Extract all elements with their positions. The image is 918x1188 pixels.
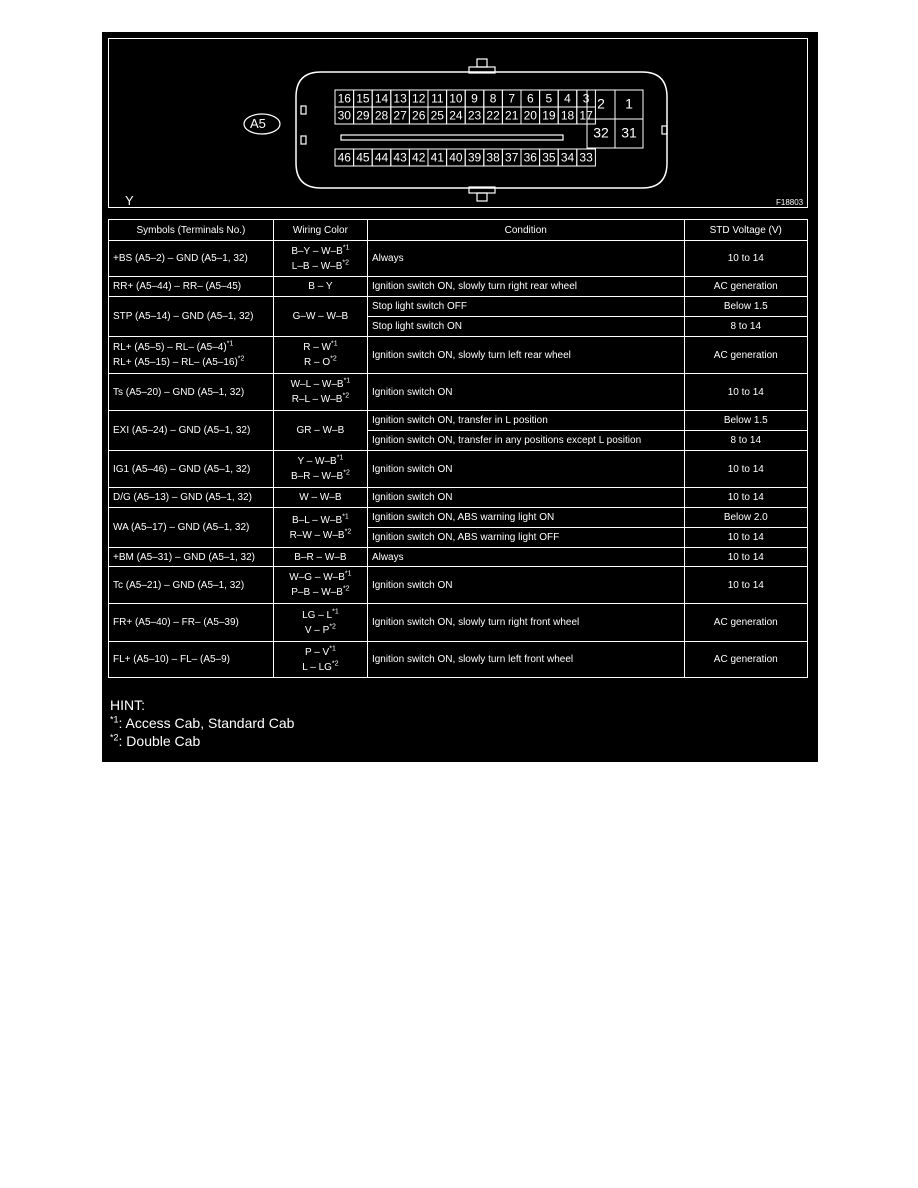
cell-line-text: B–R – W–B (290, 471, 344, 482)
table-row (109, 241, 808, 277)
pin-label: 9 (471, 91, 478, 106)
table-row (109, 604, 808, 642)
cell-line-text: L–B – W–B (291, 260, 343, 272)
footnote-mark: *1 (329, 645, 336, 653)
pin-label: 30 (337, 108, 351, 123)
voltage-cell: 10 to 14 (684, 548, 807, 567)
cell-line-text: +BM (A5–31) – GND (A5–1, 32) (113, 551, 256, 563)
cell-line (278, 660, 363, 675)
cell-line-text: STP (A5–14) – GND (A5–1, 32) (113, 311, 254, 322)
condition-cell: Ignition switch ON (367, 451, 684, 488)
cell-line (278, 279, 363, 294)
cell-line (278, 355, 363, 370)
cell-line-text: R–L – W–B (291, 394, 343, 405)
connector-bottom-latch (477, 193, 487, 201)
connector-drawing (109, 39, 809, 209)
cell-line-text: FR+ (A5–40) – FR– (A5–39) (113, 617, 239, 628)
pin-label-large: 2 (597, 95, 605, 112)
table-row (109, 297, 808, 317)
pin-label: 14 (374, 91, 389, 106)
cell-line (278, 623, 363, 638)
pin-label: 3 (582, 91, 590, 106)
symbol-cell (109, 508, 274, 548)
symbol-cell (109, 604, 274, 642)
cell-line-text: L – LG (302, 661, 332, 673)
cell-line-text: +BS (A5–2) – GND (A5–1, 32) (113, 253, 248, 264)
wiring-color-cell (273, 374, 367, 411)
cell-line (113, 279, 269, 294)
pin-label: 29 (356, 108, 370, 123)
wiring-color-cell (273, 241, 367, 277)
condition-cell: Always (367, 241, 684, 277)
condition-cell: Ignition switch ON, ABS warning light OFF (367, 528, 684, 548)
cell-line-text: Tc (A5–21) – GND (A5–1, 32) (113, 579, 245, 591)
table-body (109, 241, 808, 678)
footnote-mark: *1 (342, 244, 350, 252)
cell-line (278, 244, 363, 259)
cell-line (113, 490, 269, 505)
condition-cell: Ignition switch ON (367, 567, 684, 604)
footnote-mark: *1 (330, 340, 338, 348)
symbol-cell (109, 451, 274, 488)
cell-line (278, 513, 363, 528)
pin-grid (335, 90, 643, 166)
footnote-mark: *2 (330, 355, 337, 363)
cell-line (278, 490, 363, 505)
cell-line-text: B–R – W–B (294, 551, 347, 563)
symbol-cell (109, 642, 274, 678)
cell-line-text: IG1 (A5–46) – GND (A5–1, 32) (113, 463, 251, 475)
cell-line-text: P–B – W–B (291, 587, 343, 598)
cell-line (278, 645, 363, 660)
pin-label: 43 (393, 150, 407, 165)
pin-label: 44 (374, 150, 389, 165)
hint-note (110, 714, 294, 732)
connector-top-latch (477, 59, 487, 67)
pin-label: 41 (430, 150, 444, 165)
table-row (109, 451, 808, 488)
cell-line (113, 615, 269, 630)
symbol-cell (109, 488, 274, 508)
figure-id: F18803 (776, 198, 804, 207)
condition-cell: Ignition switch ON, transfer in L position (367, 411, 684, 431)
condition-cell: Ignition switch ON, slowly turn right front wheel (367, 604, 684, 642)
condition-cell: Ignition switch ON (367, 374, 684, 411)
pin-label: 19 (542, 108, 556, 123)
cell-line (278, 309, 363, 324)
pin-label: 28 (374, 108, 389, 123)
condition-cell: Stop light switch OFF (367, 297, 684, 317)
connector-left-tab (301, 136, 306, 144)
footnote-mark: *2 (342, 259, 350, 267)
wiring-color-cell (273, 642, 367, 678)
cell-line (278, 454, 363, 469)
cell-line (278, 528, 363, 543)
hint-note-text: : Access Cab, Standard Cab (118, 715, 295, 731)
wiring-color-cell (273, 337, 367, 374)
footnote-mark: *1 (343, 377, 351, 385)
condition-cell: Stop light switch ON (367, 317, 684, 337)
condition-cell: Ignition switch ON, ABS warning light ON (367, 508, 684, 528)
table-row (109, 548, 808, 567)
cell-line (113, 251, 269, 266)
header-condition: Condition (367, 220, 684, 241)
pin-label: 27 (393, 108, 407, 123)
pin-label: 46 (337, 150, 351, 165)
pin-label: 6 (526, 91, 534, 106)
hint-title: HINT: (110, 697, 145, 713)
cell-line-text: W–G – W–B (289, 572, 345, 583)
connector-left-tab (301, 106, 306, 114)
wiring-color-cell (273, 297, 367, 337)
header-std-voltage: STD Voltage (V) (684, 220, 807, 241)
pin-label: 37 (505, 150, 519, 165)
symbol-cell (109, 548, 274, 567)
voltage-cell: 10 to 14 (684, 488, 807, 508)
pin-label: 17 (579, 108, 593, 123)
cell-line-text: RL+ (A5–5) – RL– (A5–4) (113, 342, 227, 353)
hint-note (110, 732, 294, 750)
terminal-table (108, 219, 808, 678)
pin-label: 45 (356, 150, 370, 165)
voltage-cell: AC generation (684, 604, 807, 642)
pin-label: 34 (560, 150, 575, 165)
wiring-color-cell (273, 277, 367, 297)
pin-label: 8 (489, 91, 497, 106)
cell-line (278, 469, 363, 484)
footnote-mark: *1 (226, 340, 234, 348)
voltage-cell: Below 1.5 (684, 411, 807, 431)
pin-label: 5 (545, 91, 553, 106)
connector-label: A5 (250, 116, 266, 131)
wiring-color-cell (273, 451, 367, 488)
pin-label: 20 (523, 108, 537, 123)
pin-label: 25 (430, 108, 444, 123)
pin-label: 35 (542, 150, 556, 165)
cell-line (278, 423, 363, 438)
pin-label: 10 (449, 91, 463, 106)
cell-line-text: GR – W–B (296, 425, 345, 436)
footnote-mark: *1 (344, 570, 352, 578)
cell-line (278, 585, 363, 600)
cell-line-text: Y – W–B (297, 456, 337, 467)
cell-line-text: W – W–B (299, 492, 342, 503)
voltage-cell: AC generation (684, 642, 807, 678)
symbol-cell (109, 337, 274, 374)
pin-label: 23 (467, 108, 482, 123)
cell-line (113, 462, 269, 477)
header-wiring-color: Wiring Color (273, 220, 367, 241)
cell-line-text: V – P (304, 624, 330, 636)
cell-line (113, 423, 269, 438)
wiring-color-cell (273, 488, 367, 508)
table-row (109, 374, 808, 411)
footnote-mark: *2 (329, 623, 336, 631)
pin-label: 24 (449, 108, 463, 123)
wiring-color-cell (273, 567, 367, 604)
footnote-mark: *2 (344, 528, 352, 536)
footnote-mark: *2 (331, 660, 339, 668)
wiring-figure (102, 32, 818, 762)
voltage-cell: 10 to 14 (684, 528, 807, 548)
pin-label-large: 31 (621, 124, 637, 141)
header-symbols: Symbols (Terminals No.) (109, 220, 274, 241)
cell-line (113, 340, 269, 355)
table-row (109, 411, 808, 431)
pin-label: 11 (431, 91, 444, 106)
hint-note-mark: *1 (110, 714, 119, 725)
condition-cell: Ignition switch ON, slowly turn left front wheel (367, 642, 684, 678)
cell-line (278, 377, 363, 392)
pin-label: 36 (523, 150, 537, 165)
symbol-cell (109, 241, 274, 277)
cell-line-text: B – Y (308, 281, 333, 292)
connector-color-code: Y (125, 193, 134, 208)
cell-line (113, 550, 269, 565)
cell-line (278, 608, 363, 623)
symbol-cell (109, 297, 274, 337)
hint-note-text: : Double Cab (118, 733, 201, 749)
voltage-cell: AC generation (684, 277, 807, 297)
pin-label: 42 (412, 150, 426, 165)
wiring-color-cell (273, 604, 367, 642)
condition-cell: Ignition switch ON, slowly turn right rear wheel (367, 277, 684, 297)
hint-block (110, 696, 294, 750)
cell-line (113, 578, 269, 593)
cell-line-text: R – W (303, 342, 331, 353)
cell-line-text: R–W – W–B (289, 529, 345, 541)
cell-line-text: B–Y – W–B (291, 245, 343, 257)
table-row (109, 488, 808, 508)
cell-line (113, 309, 269, 324)
footnote-mark: *1 (336, 454, 344, 462)
pin-label: 4 (564, 91, 571, 106)
condition-cell: Always (367, 548, 684, 567)
cell-line (278, 340, 363, 355)
cell-line-text: FL+ (A5–10) – FL– (A5–9) (113, 654, 231, 665)
voltage-cell: 10 to 14 (684, 241, 807, 277)
table-row (109, 567, 808, 604)
symbol-cell (109, 567, 274, 604)
cell-line-text: RL+ (A5–15) – RL– (A5–16) (113, 357, 238, 368)
table-header-row (109, 220, 808, 241)
voltage-cell: 10 to 14 (684, 567, 807, 604)
cell-line (278, 550, 363, 565)
symbol-cell (109, 277, 274, 297)
cell-line-text: W–L – W–B (290, 379, 344, 390)
pin-label: 40 (449, 150, 463, 165)
table-row (109, 642, 808, 678)
cell-line-text: RR+ (A5–44) – RR– (A5–45) (113, 281, 242, 292)
voltage-cell: 8 to 14 (684, 317, 807, 337)
footnote-mark: *2 (343, 469, 350, 477)
cell-line (278, 392, 363, 407)
pin-label: 12 (412, 91, 426, 106)
pin-label: 33 (579, 150, 593, 165)
footnote-mark: *1 (332, 608, 339, 616)
wiring-color-cell (273, 508, 367, 548)
cell-line-text: LG – L (302, 609, 333, 621)
wiring-color-cell (273, 411, 367, 451)
voltage-cell: 10 to 14 (684, 374, 807, 411)
cell-line (113, 520, 269, 535)
voltage-cell: Below 1.5 (684, 297, 807, 317)
table-row (109, 277, 808, 297)
voltage-cell: 10 to 14 (684, 451, 807, 488)
pin-label: 21 (505, 108, 519, 123)
cell-line-text: G–W – W–B (292, 311, 349, 322)
footnote-mark: *2 (342, 585, 350, 593)
table-row (109, 508, 808, 528)
symbol-cell (109, 374, 274, 411)
connector-diagram (108, 38, 808, 208)
pin-label: 13 (393, 91, 407, 106)
voltage-cell: 8 to 14 (684, 431, 807, 451)
voltage-cell: Below 2.0 (684, 508, 807, 528)
condition-cell: Ignition switch ON, transfer in any positions except L position (367, 431, 684, 451)
pin-label-large: 32 (593, 124, 609, 141)
cell-line (113, 355, 269, 370)
pin-label: 39 (467, 150, 482, 165)
pin-label: 18 (560, 108, 575, 123)
pin-label: 16 (337, 91, 351, 106)
pin-label: 22 (486, 108, 500, 123)
footnote-mark: *1 (342, 513, 349, 521)
cell-line-text: WA (A5–17) – GND (A5–1, 32) (113, 522, 250, 533)
cell-line-text: P – V (304, 646, 330, 658)
cell-line-text: Ts (A5–20) – GND (A5–1, 32) (113, 386, 245, 398)
pin-label: 15 (356, 91, 370, 106)
table-row (109, 337, 808, 374)
condition-cell: Ignition switch ON, slowly turn left rear wheel (367, 337, 684, 374)
cell-line-text: D/G (A5–13) – GND (A5–1, 32) (113, 492, 252, 503)
cell-line-text: R – O (304, 357, 331, 368)
condition-cell: Ignition switch ON (367, 488, 684, 508)
cell-line (278, 570, 363, 585)
hint-note-mark: *2 (110, 732, 119, 743)
cell-line (113, 652, 269, 667)
pin-label: 26 (412, 108, 426, 123)
footnote-mark: *2 (342, 392, 350, 400)
cell-line-text: B–L – W–B (291, 514, 343, 526)
pin-label: 7 (508, 91, 516, 106)
footnote-mark: *2 (237, 355, 245, 363)
symbol-cell (109, 411, 274, 451)
cell-line-text: EXI (A5–24) – GND (A5–1, 32) (113, 425, 251, 436)
wiring-color-cell (273, 548, 367, 567)
cell-line (278, 259, 363, 274)
connector-body (296, 72, 667, 188)
cell-line (113, 385, 269, 400)
connector-separator (341, 135, 563, 140)
voltage-cell: AC generation (684, 337, 807, 374)
pin-label: 38 (486, 150, 500, 165)
pin-label-large: 1 (625, 95, 633, 112)
